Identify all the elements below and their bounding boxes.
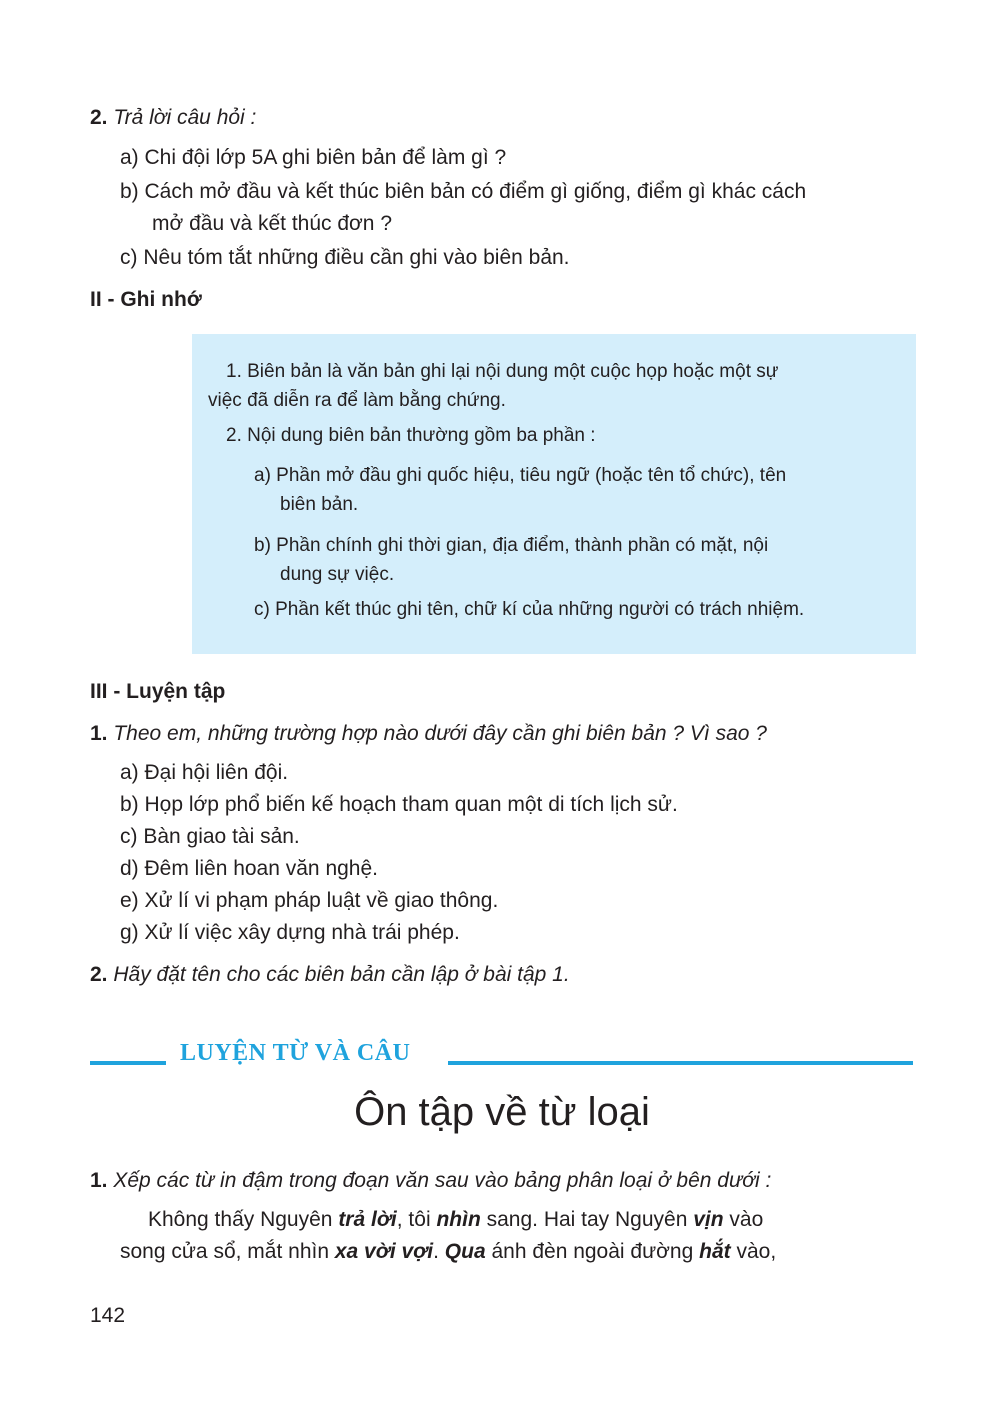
box-line-7: dung sự việc. xyxy=(280,564,395,585)
ex1-item-b: b) Họp lớp phổ biến kế hoạch tham quan một di tích lịch sử. xyxy=(120,793,678,816)
ex1-number: 1. xyxy=(90,722,108,745)
ex1-item-d: d) Đêm liên hoan văn nghệ. xyxy=(120,857,378,880)
text: , tôi xyxy=(396,1208,437,1231)
ex2-line xyxy=(90,959,570,991)
bold-word: vịn xyxy=(693,1208,724,1231)
ex1-item-a: a) Đại hội liên đội. xyxy=(120,761,289,784)
section-rule-left xyxy=(90,1061,166,1065)
q2-prompt: Trả lời câu hỏi : xyxy=(113,106,257,129)
q2-item-b: b) Cách mở đầu và kết thúc biên bản có điểm gì giống, điểm gì khác cách xyxy=(120,180,807,203)
box-line-1: 1. Biên bản là văn bản ghi lại nội dung một cuộc họp hoặc một sự xyxy=(226,361,779,382)
lesson-ex1-prompt: Xếp các từ in đậm trong đoạn văn sau vào bảng phân loại ở bên dưới : xyxy=(113,1169,772,1192)
ex1-prompt: Theo em, những trường hợp nào dưới đây cần ghi biên bản ? Vì sao ? xyxy=(113,722,767,745)
ex1-line xyxy=(90,718,767,750)
bold-word: hắt xyxy=(699,1240,731,1263)
ex1-item-g: g) Xử lí việc xây dựng nhà trái phép. xyxy=(120,921,460,944)
q2-number: 2. xyxy=(90,106,108,129)
section-rule-right xyxy=(448,1061,913,1065)
text: sang. Hai tay Nguyên xyxy=(480,1208,694,1231)
section2-heading: II - Ghi nhớ xyxy=(90,288,202,311)
section-label: LUYỆN TỪ VÀ CÂU xyxy=(180,1040,411,1066)
q2-item-c: c) Nêu tóm tắt những điều cần ghi vào biên bản. xyxy=(120,246,570,269)
page-number: 142 xyxy=(90,1304,126,1327)
box-line-3: 2. Nội dung biên bản thường gồm ba phần : xyxy=(226,425,596,446)
text: song cửa sổ, mắt nhìn xyxy=(120,1240,335,1263)
ex2-number: 2. xyxy=(90,963,108,986)
section3-heading: III - Luyện tập xyxy=(90,680,226,703)
text: ánh đèn ngoài đường xyxy=(485,1240,700,1263)
ex2-prompt: Hãy đặt tên cho các biên bản cần lập ở bài tập 1. xyxy=(113,963,570,986)
box-line-8: c) Phần kết thúc ghi tên, chữ kí của những người có trách nhiệm. xyxy=(254,599,805,620)
text: vào xyxy=(723,1208,764,1231)
q2-line xyxy=(90,102,256,134)
ghi-nho-box xyxy=(192,334,916,654)
text: Không thấy Nguyên xyxy=(148,1208,339,1231)
lesson-ex1-line xyxy=(90,1165,771,1197)
box-line-4: a) Phần mở đầu ghi quốc hiệu, tiêu ngữ (hoặc tên tổ chức), tên xyxy=(254,465,787,486)
q2-item-a: a) Chi đội lớp 5A ghi biên bản để làm gì ? xyxy=(120,146,507,169)
ex1-item-c: c) Bàn giao tài sản. xyxy=(120,825,300,848)
bold-word: trả lời xyxy=(338,1208,397,1231)
ex1-item-e: e) Xử lí vi phạm pháp luật về giao thông. xyxy=(120,889,499,912)
bold-word: Qua xyxy=(444,1240,486,1263)
paragraph-line-2 xyxy=(120,1236,776,1268)
bold-word: nhìn xyxy=(436,1208,481,1231)
lesson-ex1-number: 1. xyxy=(90,1169,108,1192)
q2-item-b-cont: mở đầu và kết thúc đơn ? xyxy=(152,212,393,235)
box-line-5: biên bản. xyxy=(280,494,359,515)
box-line-6: b) Phần chính ghi thời gian, địa điểm, thành phần có mặt, nội xyxy=(254,535,769,556)
bold-word: xa vời vợi xyxy=(334,1240,434,1263)
text: vào, xyxy=(730,1240,777,1263)
box-line-2: việc đã diễn ra để làm bằng chứng. xyxy=(208,390,506,411)
lesson-title: Ôn tập về từ loại xyxy=(354,1090,650,1134)
text: . xyxy=(433,1240,445,1263)
paragraph-line-1 xyxy=(148,1204,763,1236)
